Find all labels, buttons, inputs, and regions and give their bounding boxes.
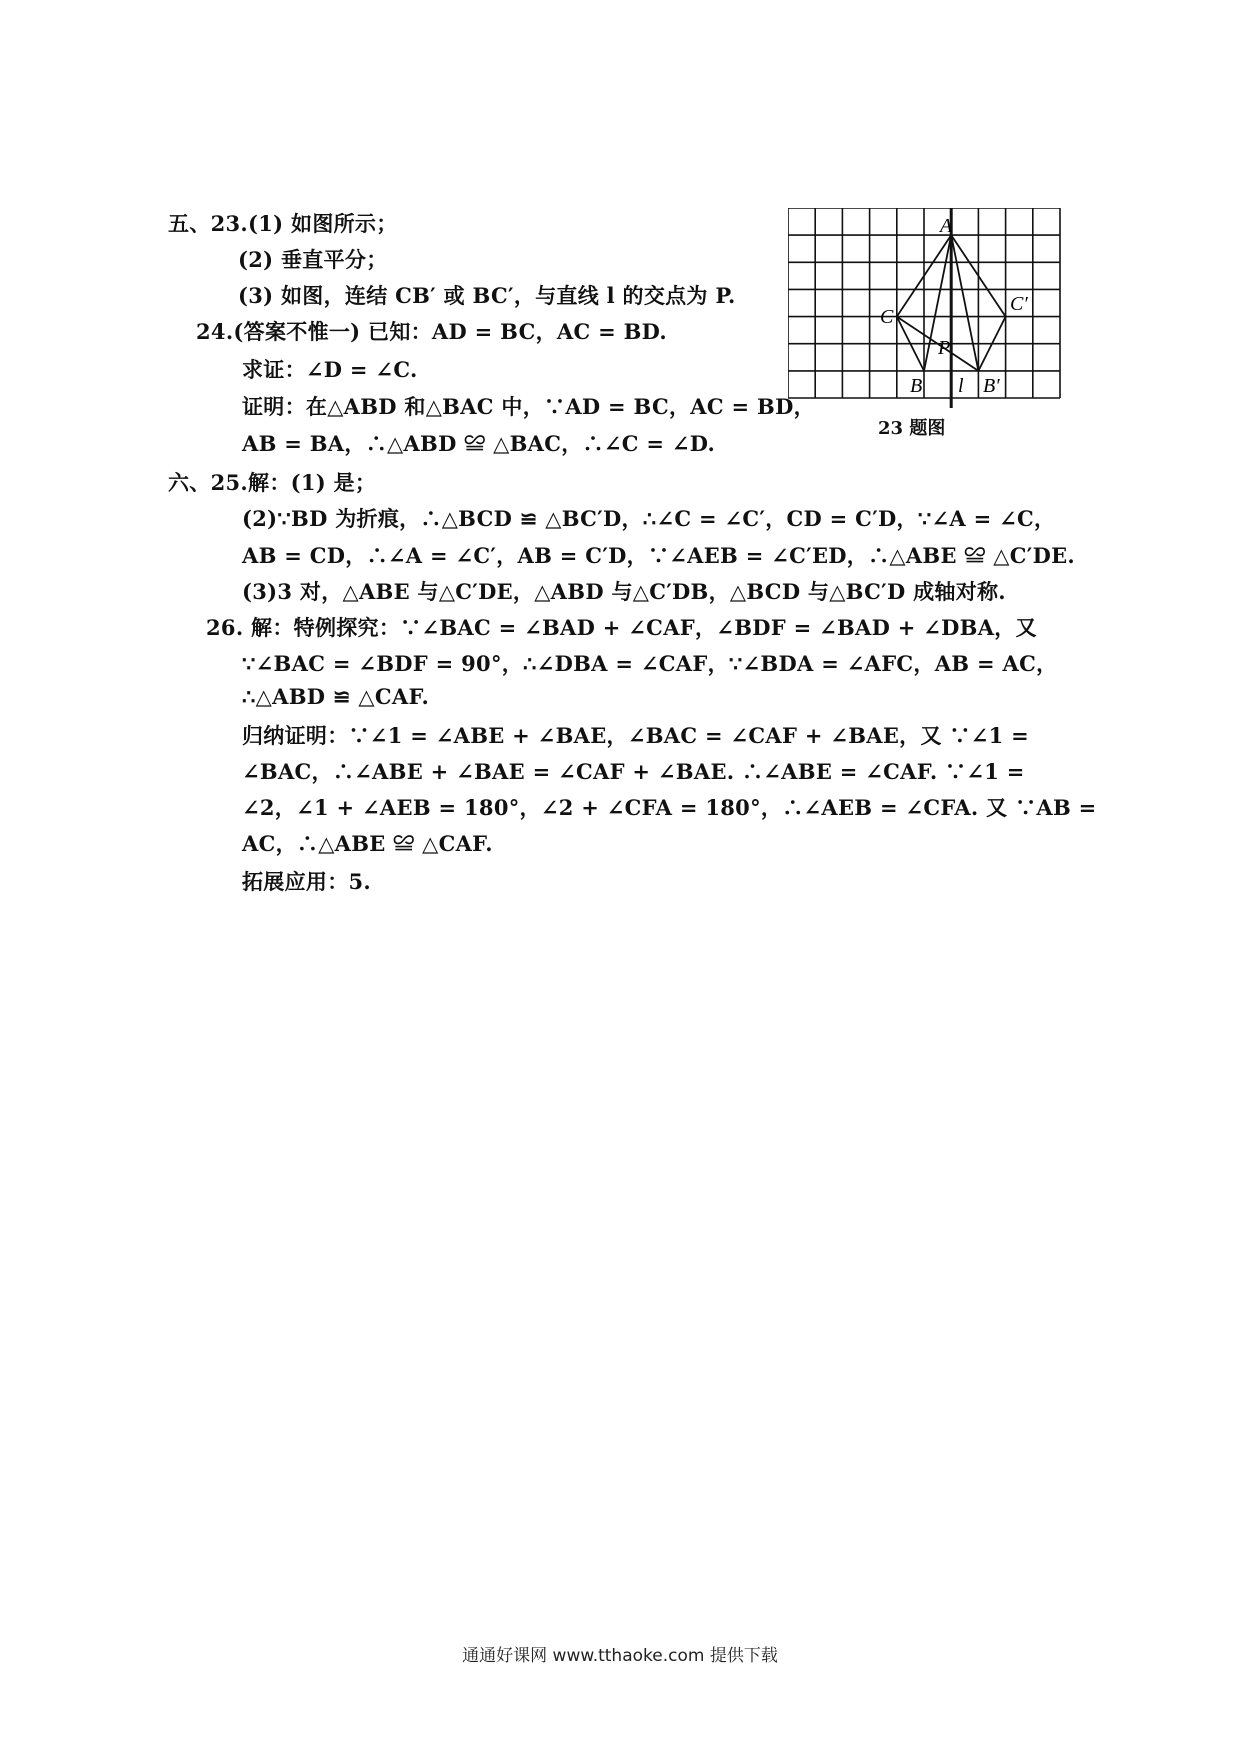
answer-line-25-2b: AB = CD，∴∠A = ∠C′，AB = C′D，∵∠AEB = ∠C′ED，∴△ABE ≌ △C′DE. (242, 543, 1076, 568)
answer-line-26-2: ∵∠BAC = ∠BDF = 90°，∴∠DBA = ∠CAF，∵∠BDA = ∠AFC，AB = AC， (242, 651, 1058, 676)
answer-line-23-3: (3) 如图，连结 CB′ 或 BC′，与直线 l 的交点为 P. (238, 283, 736, 308)
label-B-prime: B′ (983, 375, 1000, 397)
footer-watermark: 通通好课网 www.tthaoke.com 提供下载 (462, 1646, 778, 1666)
grid-diagram (788, 208, 1070, 408)
answer-line-26-3: ∴△ABD ≌ △CAF. (242, 684, 430, 709)
answer-line-26-6: ∠2，∠1 + ∠AEB = 180°，∠2 + ∠CFA = 180°，∴∠AEB = ∠CFA. 又 ∵AB = (242, 795, 1097, 820)
answer-line-24-proof-1: 证明：在△ABD 和△BAC 中，∵AD = BC，AC = BD， (242, 394, 815, 419)
label-A: A (940, 215, 953, 237)
figure-23 (788, 208, 1070, 446)
label-l: l (958, 375, 964, 397)
answer-line-26-8: 拓展应用：5. (242, 869, 372, 894)
answer-line-26-7: AC，∴△ABE ≌ △CAF. (242, 831, 493, 856)
figure-caption: 23 题图 (878, 418, 946, 439)
label-C-prime: C′ (1010, 293, 1028, 315)
answer-line-24-given: 24.(答案不惟一) 已知：AD = BC，AC = BD. (196, 319, 668, 344)
answer-line-25-3: (3)3 对，△ABE 与△C′DE，△ABD 与△C′DB，△BCD 与△BC′D 成轴对称. (242, 579, 1006, 604)
answer-line-24-proof-2: AB = BA，∴△ABD ≌ △BAC，∴∠C = ∠D. (242, 431, 716, 456)
answer-line-26-5: ∠BAC，∴∠ABE + ∠BAE = ∠CAF + ∠BAE. ∴∠ABE = ∠CAF. ∵∠1 = (242, 759, 1025, 784)
answer-line-24-prove: 求证：∠D = ∠C. (242, 357, 418, 382)
label-B: B (910, 375, 923, 397)
answer-line-23-1: 五、23.(1) 如图所示； (168, 211, 398, 236)
answer-line-26-1: 26. 解：特例探究：∵∠BAC = ∠BAD + ∠CAF，∠BDF = ∠BAD + ∠DBA，又 (206, 615, 1037, 640)
answer-line-25-2a: (2)∵BD 为折痕，∴△BCD ≌ △BC′D，∴∠C = ∠C′，CD = C′D，∵∠A = ∠C， (242, 506, 1056, 531)
label-C: C (880, 306, 894, 328)
answer-line-26-4: 归纳证明：∵∠1 = ∠ABE + ∠BAE，∠BAC = ∠CAF + ∠BAE，又 ∵∠1 = (242, 723, 1030, 748)
label-P: P (938, 337, 951, 359)
answer-line-23-2: (2) 垂直平分； (238, 247, 388, 272)
answer-line-25-1: 六、25.解：(1) 是； (168, 470, 377, 495)
